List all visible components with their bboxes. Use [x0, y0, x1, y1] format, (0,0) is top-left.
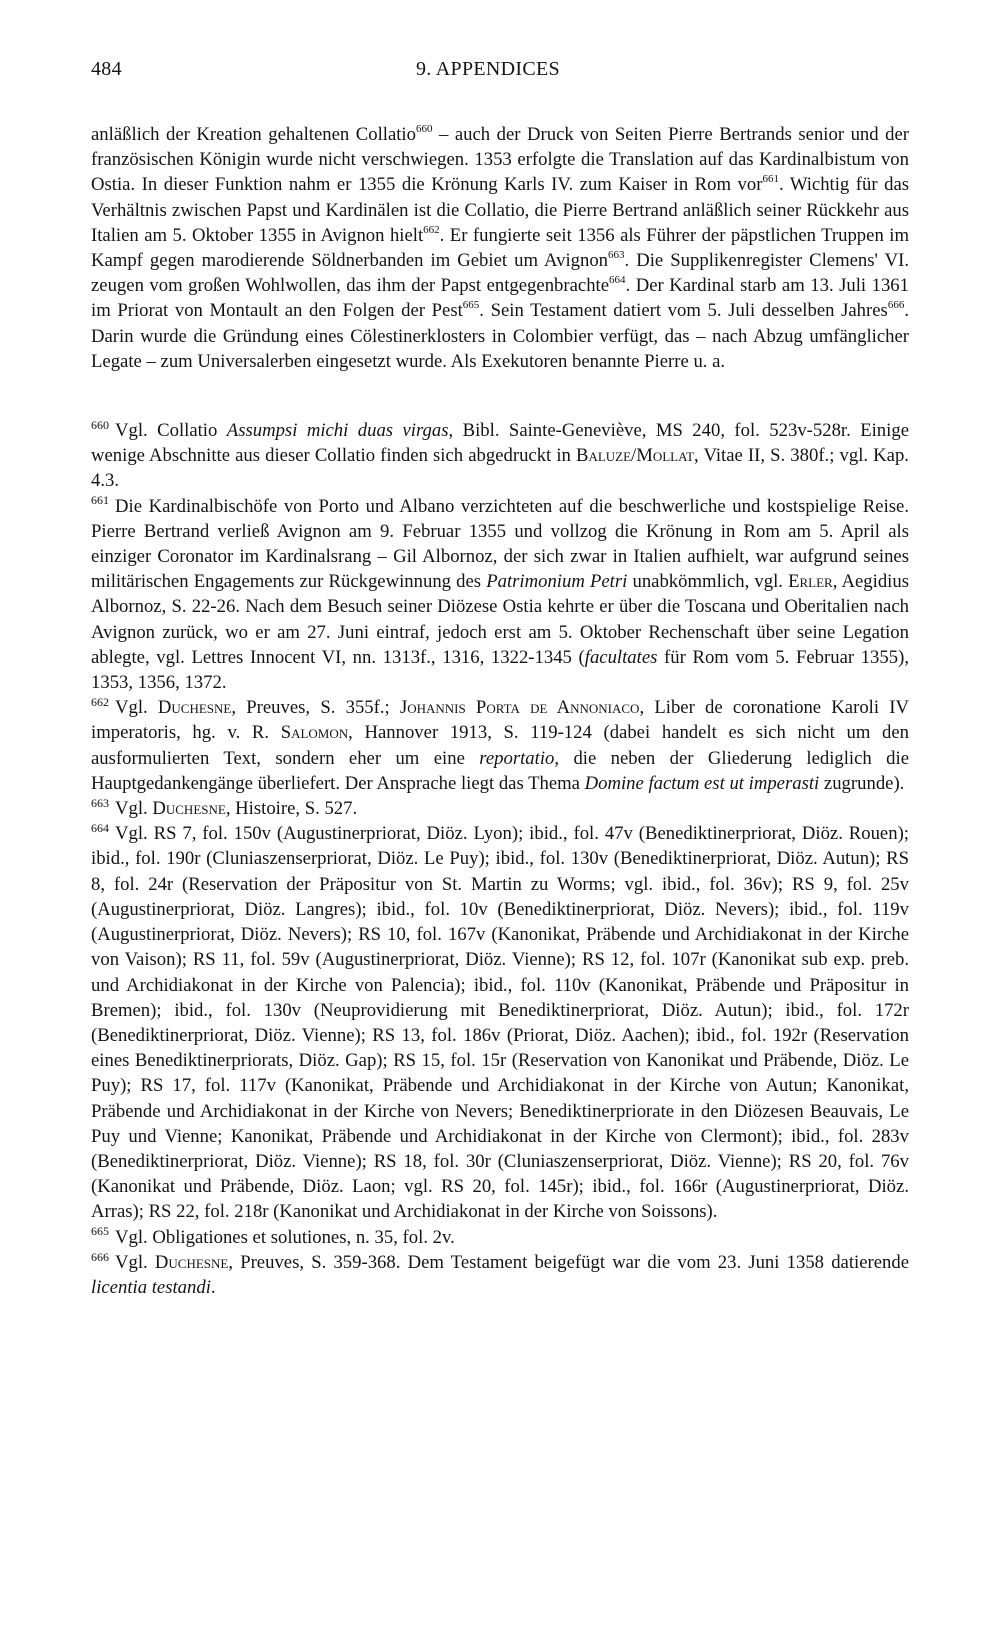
- text-run: für Rom vom 5. Februar 1355), 1353, 1356, 1372.: [91, 646, 909, 694]
- text-run: , Liber de coronatione Karoli IV imperatoris, hg. v.: [91, 697, 909, 744]
- footnote-ref-665[interactable]: 665: [462, 299, 480, 312]
- footnote-number: 666: [91, 1249, 109, 1264]
- footnote-663: [91, 796, 909, 821]
- text-run: . Sein Testament datiert vom 5. Juli desselben Jahres: [479, 300, 888, 322]
- italic-run: reportatio: [479, 747, 555, 769]
- text-run: , Aegidius Albornoz, S. 22-26. Nach dem Besuch seiner Diözese Ostia kehrte er über die Toscana und Oberitalien nach Avignon zurück, wo er am 27. Juni eintraf, jedoch erst am 5. Oktober Rechenschaft über seine Legation ablegte, vgl. Lettres Innocent VI, nn. 1313f., 1316, 1322-1345 (: [91, 571, 909, 668]
- author-name: R. Salomon: [251, 722, 349, 744]
- text-run: , Vitae II, S. 380f.; vgl. Kap. 4.3.: [91, 445, 909, 492]
- text-run: . Der Kardinal starb am 13. Juli 1361 im Priorat von Montault an den Folgen der Pest: [91, 275, 909, 322]
- footnote-number: 664: [91, 821, 109, 836]
- footnote-ref-660[interactable]: 660: [415, 122, 433, 135]
- text-run: anläßlich der Kreation gehaltenen Collatio: [91, 124, 416, 145]
- text-run: . Er fungierte seit 1356 als Führer der päpstlichen Truppen im Kampf gegen marodierende Söldnerbanden im Gebiet um Avignon: [91, 224, 909, 272]
- text-run: . Darin wurde die Gründung eines Cölestinerklosters in Colombier verfügt, das – nach Abzug umfänglicher Legate – zum Universalerben eingesetzt wurde. Als Exekutoren benannte Pierre u. a.: [91, 300, 909, 372]
- footnote-666: [91, 1250, 909, 1300]
- italic-run: Assumpsi michi duas virgas: [226, 420, 449, 442]
- footnote-number: 661: [91, 493, 109, 508]
- chapter-title: 9. APPENDICES: [416, 58, 560, 80]
- text-run: , Preuves, S. 359-368. Dem Testament beigefügt war die vom 23. Juni 1358 datierende: [228, 1251, 910, 1273]
- footnote-662: [91, 695, 909, 796]
- author-name: Duchesne: [152, 798, 226, 820]
- text-run: zugrunde).: [819, 772, 905, 794]
- footnote-number: 665: [91, 1224, 109, 1239]
- italic-run: Patrimonium Petri: [486, 571, 628, 593]
- main-text: [91, 122, 909, 374]
- text-run: . Die Supplikenregister Clemens' VI. zeugen vom großen Wohlwollen, das ihm der Papst entgegenbrachte: [91, 250, 909, 297]
- author-name: Baluze/Mollat: [575, 445, 695, 467]
- text-run: – auch der Druck von Seiten Pierre Bertrands senior und der französischen Königin wurde nicht verschwiegen. 1353 erfolgte die Translation auf das Kardinalbistum von Ostia. In dieser Funktion nahm er 1355 die Krönung Karls IV. zum Kaiser in Rom vor: [91, 124, 909, 196]
- author-name: Duchesne: [154, 1251, 229, 1273]
- text-run: , Bibl. Sainte-Geneviève, MS 240, fol. 523v-528r. Einige wenige Abschnitte aus dieser Collatio finden sich abgedruckt in: [91, 420, 909, 467]
- footnote-665: [91, 1225, 909, 1250]
- text-run: . Wichtig für das Verhältnis zwischen Papst und Kardinälen ist die Collatio, die Pierre Bertrand anläßlich seiner Rückkehr aus Italien am 5. Oktober 1355 in Avignon hielt: [91, 174, 910, 246]
- footnote-ref-666[interactable]: 666: [887, 299, 905, 312]
- text-run: Vgl. RS 7, fol. 150v (Augustinerpriorat, Diöz. Lyon); ibid., fol. 47v (Benediktinerpriorat, Diöz. Rouen); ibid., fol. 190r (Cluniaszenserpriorat, Diöz. Le Puy); ibid., fol. 130v (Benediktinerpriorat, Diöz. Autun); RS 8, fol. 24r (Reservation der Präpositur von St. Martin zu Worms; vgl. ibid., fol. 36v); RS 9, fol. 25v (Augustinerpriorat, Diöz. Langres); ibid., fol. 10v (Benediktinerpriorat, Diöz. Nevers); ibid., fol. 119v (Augustinerpriorat, Diöz. Nevers); RS 10, fol. 167v (Kanonikat, Präbende und Archidiakonat in der Kirche von Vaison); RS 11, fol. 59v (Augustinerpriorat, Diöz. Vienne); RS 12, fol. 107r (Kanonikat sub exp. preb. und Archidiakonat in der Kirche von Palencia); ibid., fol. 110v (Kanonikat, Präbende und Präpositur in Bremen); ibid., fol. 130v (Neuprovidierung mit Benediktinerpriorat, Diöz. Autun); ibid., fol. 172r (Benediktinerpriorat, Diöz. Vienne); RS 13, fol. 186v (Priorat, Diöz. Aachen); ibid., fol. 192r (Reservation eines Benediktinerpriorats, Diöz. Gap); RS 15, fol. 15r (Reservation von Kanonikat und Präbende, Diöz. Le Puy); RS 17, fol. 117v (Kanonikat, Präbende und Archidiakonat in der Kirche von Autun; Kanonikat, Präbende und Archidiakonat in der Kirche von Nevers; Benediktinerpriorate in den Diözesen Beauvais, Le Puy und Vienne; Kanonikat, Präbende und Archidiakonat in der Kirche von Clermont); ibid., fol. 283v (Benediktinerpriorat, Diöz. Vienne); RS 18, fol. 30r (Cluniaszenserpriorat, Diöz. Vienne); RS 20, fol. 76v (Kanonikat und Präbende, Diöz. Laon; vgl. RS 20, fol. 145r); ibid., fol. 166r (Augustinerpriorat, Diöz. Arras); RS 22, fol. 218r (Kanonikat und Archidiakonat in der Kirche von Soissons).: [91, 823, 909, 1223]
- footnote-number: 662: [91, 695, 109, 710]
- italic-run: Domine factum est ut imperasti: [584, 772, 820, 794]
- body-paragraph: [91, 122, 909, 374]
- footnote-ref-662[interactable]: 662: [423, 223, 440, 236]
- text-run: , Preuves, S. 355f.;: [231, 697, 400, 719]
- text-run: , Histoire, S. 527.: [225, 798, 358, 820]
- footnotes: [91, 418, 909, 1300]
- footnote-number: 663: [91, 795, 109, 810]
- footnote-ref-663[interactable]: 663: [608, 248, 625, 261]
- footnote-number: 660: [91, 417, 109, 432]
- running-header: [91, 58, 909, 88]
- text-run: Die Kardinalbischöfe von Porto und Albano verzichteten auf die beschwerliche und kostspielige Reise. Pierre Bertrand verließ Avignon am 9. Februar 1355 und vollzog die Krönung in Rom am 5. April als einziger Coronator im Kardinalsrang – Gil Albornoz, der sich zwar in Italien aufhielt, war aufgrund seines militärischen Engagements zur Rückgewinnung des: [91, 495, 909, 593]
- text-run: , Hannover 1913, S. 119-124 (dabei handelt es sich nicht um den ausformulierten Text, sondern eher um eine: [91, 722, 909, 769]
- footnote-ref-661[interactable]: 661: [762, 173, 779, 186]
- footnote-664: [91, 821, 909, 1224]
- book-page: [91, 58, 909, 1300]
- footnote-ref-664[interactable]: 664: [609, 273, 626, 286]
- italic-run: licentia testandi: [91, 1276, 211, 1298]
- text-run: Vgl. Obligationes et solutiones, n. 35, fol. 2v.: [115, 1226, 455, 1248]
- text-run: Vgl. Collatio: [115, 420, 227, 442]
- author-name: Erler: [788, 571, 833, 593]
- text-run: Vgl.: [115, 1251, 155, 1273]
- page-number: 484: [91, 58, 122, 80]
- footnote-661: [91, 494, 909, 696]
- author-name: Duchesne: [157, 697, 232, 719]
- text-run: Vgl.: [115, 798, 153, 820]
- text-run: .: [210, 1276, 216, 1298]
- text-run: Vgl.: [115, 697, 158, 719]
- footnote-660: [91, 418, 909, 494]
- italic-run: facultates: [584, 646, 658, 668]
- text-run: , die neben der Gliederung lediglich die Hauptgedankengänge überliefert. Der Ansprache liegt das Thema: [91, 747, 909, 794]
- author-name: Johannis Porta de Annoniaco: [399, 697, 640, 719]
- text-run: unabkömmlich, vgl.: [627, 571, 789, 593]
